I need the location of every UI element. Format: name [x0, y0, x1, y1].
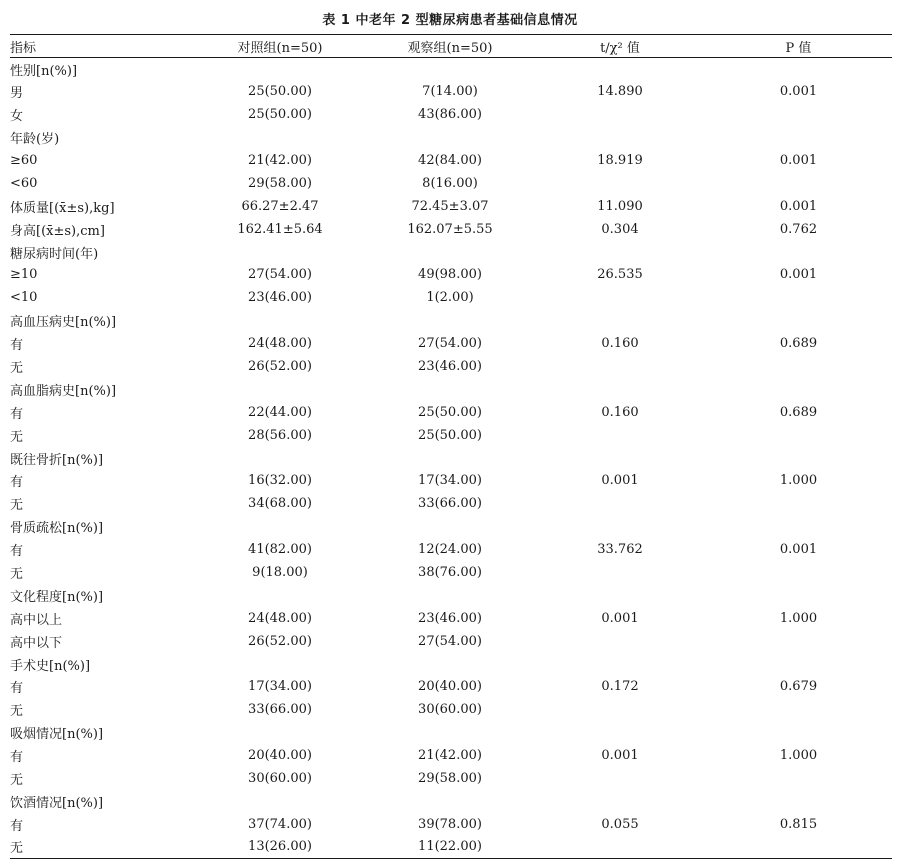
table-row	[10, 836, 892, 859]
cell-control: 162.41±5.64	[237, 221, 323, 237]
cell-indicator: 有	[10, 475, 24, 491]
cell-indicator: 无	[10, 836, 195, 859]
cell-statistic	[535, 721, 705, 744]
cell-p-value: 0.001	[779, 267, 818, 283]
cell-indicator: 吸烟情况[n(%)]	[10, 727, 104, 743]
cell-statistic	[535, 561, 705, 584]
cell-indicator: 糖尿病时间(年)	[10, 246, 99, 262]
cell-p-value: 0.679	[779, 679, 818, 695]
table-row	[10, 607, 892, 630]
cell-observation	[365, 515, 535, 538]
cell-statistic	[535, 241, 705, 264]
table-row	[10, 744, 892, 767]
table-title: 表 1 中老年 2 型糖尿病患者基础信息情况	[322, 13, 578, 28]
header-observation-group: 观察组(n=50)	[365, 35, 535, 58]
cell-control	[195, 309, 365, 332]
table-row	[10, 149, 892, 172]
cell-control: 20(40.00)	[248, 748, 312, 764]
cell-indicator: 性别[n(%)]	[10, 63, 78, 79]
cell-indicator: 身高[(x̄±s),cm]	[10, 223, 105, 239]
cell-statistic	[535, 836, 705, 859]
cell-p-value: 0.689	[779, 336, 818, 352]
cell-observation	[365, 721, 535, 744]
cell-observation: 25(50.00)	[418, 427, 482, 443]
cell-p-value	[705, 561, 892, 584]
cell-observation	[365, 584, 535, 607]
table-row	[10, 172, 892, 195]
cell-control	[195, 378, 365, 401]
cell-observation	[365, 126, 535, 149]
cell-indicator: 高中以下	[10, 635, 63, 651]
table-row	[10, 515, 892, 538]
cell-observation	[365, 58, 535, 81]
cell-indicator: 有	[10, 406, 24, 422]
cell-observation: 27(54.00)	[418, 633, 482, 649]
table-row	[10, 378, 892, 401]
cell-control: 25(50.00)	[248, 107, 312, 123]
cell-observation	[365, 378, 535, 401]
cell-indicator: 有	[10, 750, 24, 766]
cell-observation: 8(16.00)	[422, 175, 478, 191]
cell-observation: 42(84.00)	[418, 153, 482, 168]
cell-control: 9(18.00)	[252, 565, 308, 581]
cell-observation: 23(46.00)	[418, 610, 482, 626]
table-row	[10, 698, 892, 721]
cell-control	[195, 515, 365, 538]
table-row	[10, 264, 892, 287]
cell-control: 66.27±2.47	[241, 198, 319, 214]
table-row	[10, 401, 892, 424]
cell-indicator: ≥10	[10, 267, 38, 283]
cell-observation: 30(60.00)	[418, 702, 482, 718]
cell-statistic	[535, 492, 705, 515]
cell-p-value	[705, 309, 892, 332]
cell-p-value	[705, 103, 892, 126]
cell-control: 30(60.00)	[248, 771, 312, 787]
cell-control: 24(48.00)	[248, 610, 312, 626]
cell-indicator: 手术史[n(%)]	[10, 658, 91, 674]
table-row	[10, 286, 892, 309]
cell-indicator: 男	[10, 86, 24, 102]
cell-control: 29(58.00)	[248, 175, 312, 191]
header-p-value: P 值	[705, 35, 892, 58]
cell-statistic: 0.001	[601, 610, 639, 626]
cell-observation	[365, 653, 535, 676]
cell-p-value	[705, 836, 892, 859]
cell-statistic: 0.160	[601, 404, 639, 420]
cell-control: 21(42.00)	[248, 153, 312, 168]
cell-statistic	[535, 378, 705, 401]
cell-statistic	[535, 309, 705, 332]
cell-p-value	[705, 355, 892, 378]
table-body	[10, 58, 892, 859]
cell-observation: 11(22.00)	[365, 836, 535, 859]
cell-indicator: 既往骨折[n(%)]	[10, 452, 104, 468]
cell-observation: 12(24.00)	[418, 542, 482, 558]
cell-indicator: 无	[10, 361, 24, 377]
header-test-statistic: t/χ² 值	[535, 35, 705, 58]
cell-control: 37(74.00)	[248, 816, 312, 832]
cell-p-value: 0.001	[779, 153, 818, 168]
table-row	[10, 424, 892, 447]
cell-statistic: 0.055	[601, 816, 639, 832]
cell-indicator: 饮酒情况[n(%)]	[10, 795, 104, 811]
table-row	[10, 538, 892, 561]
cell-observation: 23(46.00)	[418, 359, 482, 375]
cell-observation: 72.45±3.07	[411, 198, 489, 214]
cell-statistic: 0.001	[601, 473, 639, 489]
cell-p-value	[705, 584, 892, 607]
cell-indicator: 有	[10, 544, 24, 560]
header-indicator: 指标	[10, 35, 195, 58]
cell-observation: 27(54.00)	[418, 336, 482, 352]
cell-p-value	[705, 241, 892, 264]
cell-statistic: 18.919	[597, 153, 643, 168]
cell-statistic: 26.535	[597, 267, 643, 283]
table-row	[10, 653, 892, 676]
cell-control: 23(46.00)	[248, 290, 312, 306]
cell-control: 16(32.00)	[248, 473, 312, 489]
cell-statistic: 0.160	[601, 336, 639, 352]
cell-observation: 1(2.00)	[426, 290, 474, 306]
cell-control: 34(68.00)	[248, 496, 312, 512]
cell-indicator: ≥60	[10, 153, 38, 168]
cell-observation	[365, 309, 535, 332]
table-row	[10, 813, 892, 836]
cell-indicator: 骨质疏松[n(%)]	[10, 521, 104, 537]
cell-observation: 7(14.00)	[422, 84, 478, 100]
table-row	[10, 241, 892, 264]
cell-statistic: 11.090	[597, 198, 643, 214]
table-row	[10, 767, 892, 790]
table-row	[10, 790, 892, 813]
cell-p-value: 0.001	[779, 84, 818, 100]
cell-observation: 20(40.00)	[418, 679, 482, 695]
cell-p-value	[705, 424, 892, 447]
table-row	[10, 561, 892, 584]
cell-p-value: 0.001	[779, 198, 818, 214]
table-row	[10, 447, 892, 470]
cell-indicator: 有	[10, 338, 24, 354]
cell-observation: 25(50.00)	[418, 404, 482, 420]
cell-p-value	[705, 447, 892, 470]
cell-p-value: 0.001	[779, 542, 818, 558]
cell-statistic	[535, 103, 705, 126]
cell-control: 17(34.00)	[248, 679, 312, 695]
cell-statistic	[535, 424, 705, 447]
cell-control: 28(56.00)	[248, 427, 312, 443]
cell-control: 26(52.00)	[248, 359, 312, 375]
cell-control	[195, 241, 365, 264]
cell-indicator: 无	[10, 567, 24, 583]
cell-control	[195, 790, 365, 813]
header-row	[10, 35, 892, 58]
table-row	[10, 492, 892, 515]
cell-statistic: 0.001	[601, 748, 639, 764]
cell-observation: 17(34.00)	[418, 473, 482, 489]
table-row	[10, 721, 892, 744]
cell-statistic	[535, 698, 705, 721]
cell-indicator: <60	[10, 175, 38, 191]
cell-control: 33(66.00)	[248, 702, 312, 718]
cell-p-value	[705, 515, 892, 538]
cell-p-value: 1.000	[779, 748, 818, 764]
cell-indicator: 高中以上	[10, 612, 63, 628]
cell-p-value	[705, 698, 892, 721]
table-row	[10, 676, 892, 699]
table-row	[10, 195, 892, 218]
cell-indicator: 无	[10, 498, 24, 514]
cell-control	[195, 126, 365, 149]
header-control-group: 对照组(n=50)	[195, 35, 365, 58]
cell-observation: 43(86.00)	[418, 107, 482, 123]
cell-p-value	[705, 653, 892, 676]
cell-statistic	[535, 286, 705, 309]
table-row	[10, 126, 892, 149]
cell-indicator: 高血脂病史[n(%)]	[10, 383, 117, 399]
cell-indicator: 无	[10, 704, 24, 720]
cell-statistic	[535, 355, 705, 378]
cell-indicator: 高血压病史[n(%)]	[10, 315, 117, 331]
cell-statistic	[535, 58, 705, 81]
table-row	[10, 630, 892, 653]
cell-indicator: 体质量[(x̄±s),kg]	[10, 200, 115, 216]
cell-indicator: 无	[10, 429, 24, 445]
cell-control	[195, 584, 365, 607]
cell-statistic	[535, 653, 705, 676]
table-row	[10, 332, 892, 355]
cell-statistic: 0.172	[601, 679, 639, 695]
cell-indicator: <10	[10, 290, 38, 306]
cell-statistic	[535, 172, 705, 195]
cell-p-value: 0.762	[779, 221, 818, 237]
cell-statistic	[535, 767, 705, 790]
cell-observation	[365, 447, 535, 470]
table-row	[10, 103, 892, 126]
cell-observation	[365, 241, 535, 264]
cell-control: 25(50.00)	[248, 84, 312, 100]
cell-p-value	[705, 767, 892, 790]
table-row	[10, 80, 892, 103]
cell-p-value	[705, 790, 892, 813]
cell-p-value	[705, 172, 892, 195]
cell-observation: 162.07±5.55	[407, 221, 493, 237]
cell-p-value: 1.000	[779, 610, 818, 626]
cell-indicator: 有	[10, 681, 24, 697]
baseline-info-table	[10, 34, 892, 859]
cell-control: 22(44.00)	[248, 404, 312, 420]
cell-indicator: 女	[10, 109, 24, 125]
cell-control: 41(82.00)	[248, 542, 312, 558]
cell-statistic	[535, 126, 705, 149]
cell-indicator: 文化程度[n(%)]	[10, 589, 104, 605]
table-header	[10, 35, 892, 58]
cell-indicator: 无	[10, 773, 24, 789]
cell-statistic	[535, 790, 705, 813]
cell-statistic	[535, 447, 705, 470]
cell-control	[195, 653, 365, 676]
table-row	[10, 584, 892, 607]
cell-observation: 33(66.00)	[418, 496, 482, 512]
cell-indicator: 有	[10, 818, 24, 834]
cell-observation: 39(78.00)	[418, 816, 482, 832]
cell-statistic: 0.304	[601, 221, 639, 237]
cell-p-value	[705, 630, 892, 653]
cell-p-value: 1.000	[779, 473, 818, 489]
cell-statistic	[535, 515, 705, 538]
table-row	[10, 58, 892, 81]
cell-control: 13(26.00)	[195, 836, 365, 859]
cell-observation: 49(98.00)	[418, 267, 482, 283]
table-row	[10, 355, 892, 378]
cell-control: 24(48.00)	[248, 336, 312, 352]
cell-statistic	[535, 584, 705, 607]
cell-statistic: 33.762	[597, 542, 643, 558]
cell-control	[195, 58, 365, 81]
table-row	[10, 470, 892, 493]
cell-control: 27(54.00)	[248, 267, 312, 283]
cell-statistic: 14.890	[597, 84, 643, 100]
cell-p-value	[705, 492, 892, 515]
cell-p-value	[705, 286, 892, 309]
cell-p-value	[705, 126, 892, 149]
cell-statistic	[535, 630, 705, 653]
cell-control	[195, 447, 365, 470]
cell-p-value: 0.815	[779, 816, 818, 832]
cell-observation: 38(76.00)	[418, 565, 482, 581]
cell-p-value	[705, 378, 892, 401]
cell-p-value	[705, 721, 892, 744]
table-row	[10, 309, 892, 332]
cell-control	[195, 721, 365, 744]
cell-p-value: 0.689	[779, 404, 818, 420]
cell-observation: 29(58.00)	[418, 771, 482, 787]
cell-observation: 21(42.00)	[418, 748, 482, 764]
cell-control: 26(52.00)	[248, 633, 312, 649]
cell-indicator: 年龄(岁)	[10, 132, 60, 148]
cell-p-value	[705, 58, 892, 81]
cell-observation	[365, 790, 535, 813]
table-row	[10, 218, 892, 241]
